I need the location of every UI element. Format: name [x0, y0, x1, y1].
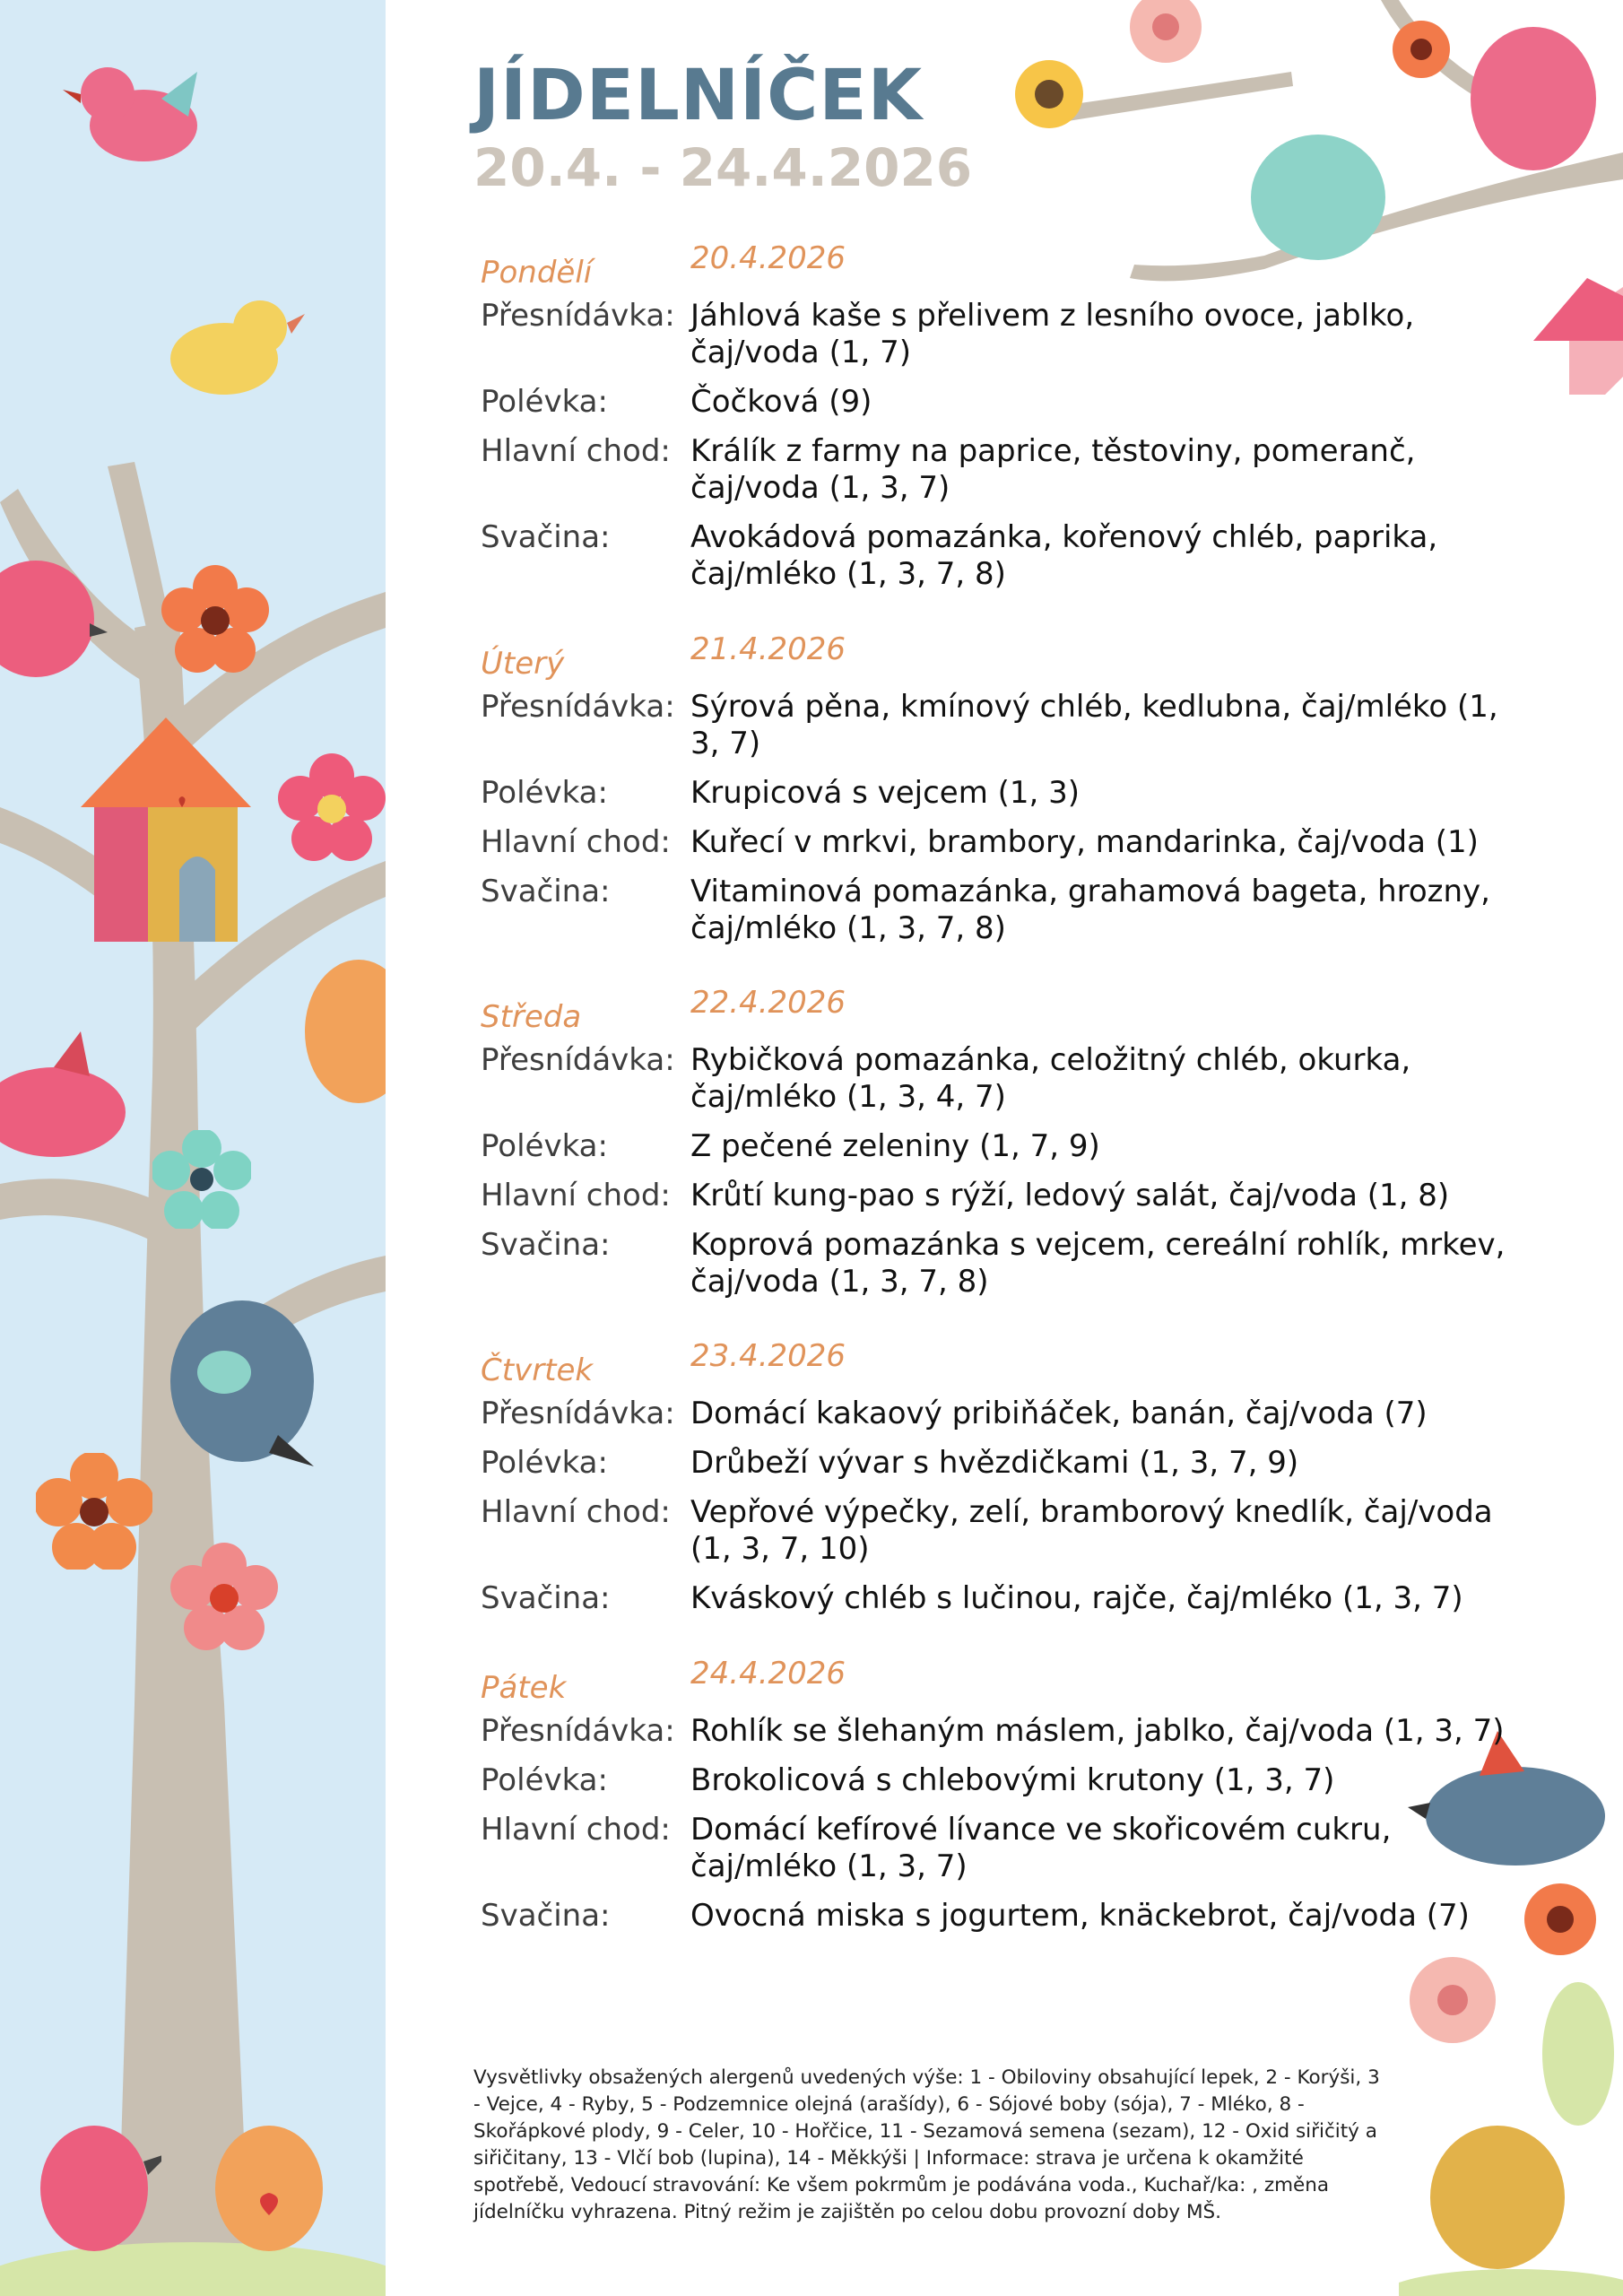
- orange-bird-bottom-icon: [206, 2099, 332, 2260]
- menu-row-main: [481, 1494, 1530, 1568]
- label-breakfast: Přesnídávka:: [481, 1713, 675, 1749]
- menu-row-snack: [481, 874, 1530, 947]
- day-name: Úterý: [481, 646, 565, 682]
- label-main: Hlavní chod:: [481, 1812, 671, 1848]
- label-snack: Svačina:: [481, 1898, 611, 1934]
- day-thursday: [481, 1333, 1530, 1630]
- dish-soup: Brokolicová s chlebovými krutony (1, 3, 7): [690, 1762, 1335, 1798]
- day-friday: [481, 1650, 1530, 1947]
- menu-row-soup: [481, 1762, 1530, 1799]
- menu-row-main: [481, 1812, 1530, 1885]
- orange-flower-icon: [36, 1453, 152, 1570]
- dish-main: Domácí kefírové lívance ve skořicovém cukru, čaj/mléko (1, 3, 7): [690, 1812, 1392, 1884]
- menu-row-main: [481, 1178, 1530, 1214]
- label-breakfast: Přesnídávka:: [481, 298, 675, 334]
- dish-snack: Avokádová pomazánka, kořenový chléb, paprika, čaj/mléko (1, 3, 7, 8): [690, 519, 1438, 592]
- day-date: 20.4.2026: [690, 240, 846, 276]
- label-main: Hlavní chod:: [481, 433, 671, 469]
- menu-row-snack: [481, 1580, 1530, 1617]
- dish-snack: Vitaminová pomazánka, grahamová bageta, hrozny, čaj/mléko (1, 3, 7, 8): [690, 874, 1490, 946]
- menu-row-breakfast: [481, 1396, 1530, 1432]
- label-soup: Polévka:: [481, 1762, 608, 1798]
- dish-breakfast: Domácí kakaový pribiňáček, banán, čaj/voda (7): [690, 1396, 1428, 1431]
- dish-main: Vepřové výpečky, zelí, bramborový knedlík, čaj/voda (1, 3, 7, 10): [690, 1494, 1493, 1567]
- dish-soup: Drůbeží vývar s hvězdičkami (1, 3, 7, 9): [690, 1445, 1299, 1481]
- label-soup: Polévka:: [481, 1445, 608, 1481]
- teal-flower-icon: [152, 1130, 251, 1229]
- label-snack: Svačina:: [481, 519, 611, 555]
- menu-row-breakfast: [481, 298, 1530, 371]
- day-tuesday: [481, 626, 1530, 960]
- day-monday: [481, 235, 1530, 605]
- label-soup: Polévka:: [481, 1128, 608, 1164]
- red-bird-icon: [0, 547, 108, 691]
- dish-snack: Koprová pomazánka s vejcem, cereální rohlík, mrkev, čaj/voda (1, 3, 7, 8): [690, 1227, 1506, 1300]
- dish-breakfast: Jáhlová kaše s přelivem z lesního ovoce, jablko, čaj/voda (1, 7): [690, 298, 1415, 370]
- day-name: Středa: [481, 999, 582, 1035]
- flower-icon-2: [278, 753, 386, 861]
- yellow-bird-icon: [152, 287, 305, 404]
- salmon-flower-icon: [170, 1543, 278, 1650]
- day-date: 22.4.2026: [690, 985, 846, 1021]
- dish-main: Krůtí kung-pao s rýží, ledový salát, čaj/voda (1, 8): [690, 1178, 1450, 1213]
- pink-bird-icon: [63, 54, 215, 170]
- menu-row-snack: [481, 519, 1530, 593]
- decorative-side-panel: [0, 0, 386, 2296]
- day-date: 21.4.2026: [690, 631, 846, 667]
- pink-bird-bottom-icon: [27, 2099, 161, 2260]
- dish-main: Králík z farmy na paprice, těstoviny, pomeranč, čaj/voda (1, 3, 7): [690, 433, 1416, 506]
- menu-row-main: [481, 433, 1530, 507]
- menu-row-soup: [481, 1445, 1530, 1482]
- menu-row-breakfast: [481, 1713, 1530, 1750]
- dish-snack: Ovocná miska s jogurtem, knäckebrot, čaj/voda (7): [690, 1898, 1470, 1934]
- label-soup: Polévka:: [481, 384, 608, 420]
- menu-row-soup: [481, 1128, 1530, 1165]
- day-name: Pondělí: [481, 255, 593, 291]
- menu-row-main: [481, 824, 1530, 861]
- page-title: JÍDELNÍČEK: [473, 56, 924, 136]
- dish-breakfast: Sýrová pěna, kmínový chléb, kedlubna, čaj/mléko (1, 3, 7): [690, 689, 1498, 761]
- menu-row-soup: [481, 384, 1530, 421]
- menu-row-breakfast: [481, 689, 1530, 762]
- day-date: 23.4.2026: [690, 1338, 846, 1374]
- label-snack: Svačina:: [481, 874, 611, 909]
- day-date: 24.4.2026: [690, 1656, 846, 1692]
- menu-row-snack: [481, 1898, 1530, 1935]
- day-name: Pátek: [481, 1670, 567, 1706]
- pink-bird-icon-2: [0, 1031, 152, 1175]
- dish-breakfast: Rybičková pomazánka, celožitný chléb, okurka, čaj/mléko (1, 3, 4, 7): [690, 1042, 1411, 1115]
- dish-soup: Krupicová s vejcem (1, 3): [690, 775, 1081, 811]
- orange-bird-icon: [305, 960, 386, 1103]
- blue-bird-icon: [143, 1274, 323, 1471]
- menu-row-soup: [481, 775, 1530, 812]
- allergens-note: Vysvětlivky obsažených alergenů uvedených výše: 1 - Obiloviny obsahující lepek, 2 - Korýši, 3 - Vejce, 4 - Ryby, 5 - Podzemnice olejná (arašídy), 6 - Sójové boby (sója), 7 - Mléko, 8 - Skořápkové plody, 9 - Celer, 10 - Hořčice, 11 - Sezamová semena (sezam), 12 - Oxid siřičitý a siřičitany, 13 - Vlčí bob (lupina), 14 - Měkkýši | Informace: strava je určena k okamžité spotřebě, Vedoucí stravování: Ke všem pokrmům je podávána voda., Kuchař/ka: , změna jídelníčku vyhrazena. Pitný režim je zajištěn po celou dobu provozní doby MŠ.: [473, 2066, 1380, 2223]
- dish-main: Kuřecí v mrkvi, brambory, mandarinka, čaj/voda (1): [690, 824, 1479, 860]
- dish-soup: Čočková (9): [690, 384, 872, 420]
- flower-icon: [161, 565, 269, 673]
- menu-row-snack: [481, 1227, 1530, 1300]
- label-snack: Svačina:: [481, 1580, 611, 1616]
- dish-snack: Kváskový chléb s lučinou, rajče, čaj/mléko (1, 3, 7): [690, 1580, 1463, 1616]
- label-main: Hlavní chod:: [481, 824, 671, 860]
- dish-soup: Z pečené zeleniny (1, 7, 9): [690, 1128, 1100, 1164]
- label-breakfast: Přesnídávka:: [481, 1042, 675, 1078]
- label-breakfast: Přesnídávka:: [481, 1396, 675, 1431]
- label-breakfast: Přesnídávka:: [481, 689, 675, 725]
- menu-row-breakfast: [481, 1042, 1530, 1116]
- day-wednesday: [481, 979, 1530, 1313]
- label-main: Hlavní chod:: [481, 1494, 671, 1530]
- day-name: Čtvrtek: [481, 1352, 594, 1388]
- date-range: 20.4. - 24.4.2026: [473, 137, 973, 198]
- label-snack: Svačina:: [481, 1227, 611, 1263]
- birdhouse-illustration: [81, 718, 251, 942]
- label-main: Hlavní chod:: [481, 1178, 671, 1213]
- dish-breakfast: Rohlík se šlehaným máslem, jablko, čaj/voda (1, 3, 7): [690, 1713, 1505, 1749]
- label-soup: Polévka:: [481, 775, 608, 811]
